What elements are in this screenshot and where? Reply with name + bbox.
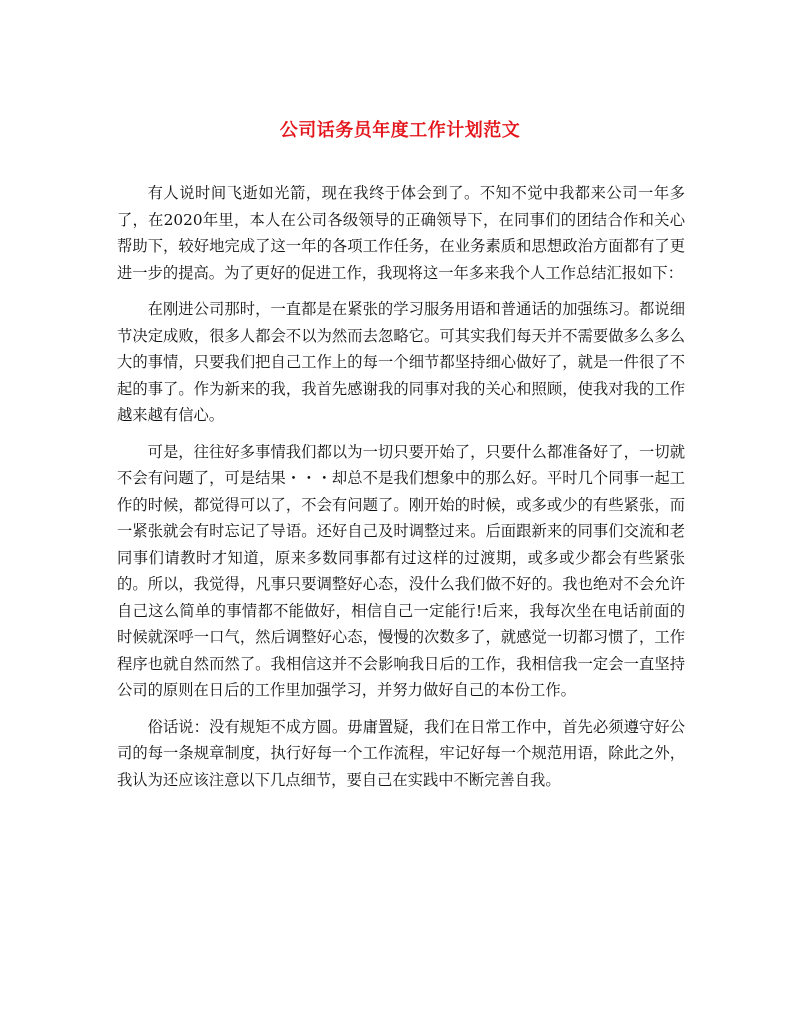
paragraph: 有人说时间飞逝如光箭，现在我终于体会到了。不知不觉中我都来公司一年多了，在2020年里，本人在公司各级领导的正确领导下，在同事们的团结合作和关心帮助下，较好地完成了这一年的各项工作任务，在业务素质和思想政治方面都有了更进一步的提高。为了更好的促进工作，我现将这一年多来我个人工作总结汇报如下： <box>117 184 685 282</box>
paragraph: 可是，往往好多事情我们都以为一切只要开始了，只要什么都准备好了，一切就不会有问题了，可是结果・・・却总不是我们想象中的那么好。平时几个同事一起工作的时候，都觉得可以了，不会有问题了。刚开始的时候，或多或少的有些紧张，而一紧张就会有时忘记了导语。还好自己及时调整过来。后面跟新来的同事们交流和老同事们请教时才知道，原来多数同事都有过这样的过渡期，或多或少都会有些紧张的。所以，我觉得，凡事只要调整好心态，没什么我们做不好的。我也绝对不会允许自己这么简单的事情都不能做好，相信自己一定能行!后来，我每次坐在电话前面的时候就深呼一口气，然后调整好心态，慢慢的次数多了，就感觉一切都习惯了，工作程序也就自然而然了。我相信这并不会影响我日后的工作，我相信我一定会一直坚持公司的原则在日后的工作里加强学习，并努力做好自己的本份工作。 <box>117 442 685 699</box>
paragraph: 俗话说：没有规矩不成方圆。毋庸置疑，我们在日常工作中，首先必须遵守好公司的每一条规章制度，执行好每一个工作流程，牢记好每一个规范用语，除此之外，我认为还应该注意以下几点细节，要自己在实践中不断完善自我。 <box>117 717 685 789</box>
document-body <box>117 180 685 803</box>
paragraph: 在刚进公司那时，一直都是在紧张的学习服务用语和普通话的加强练习。都说细节决定成败，很多人都会不以为然而去忽略它。可其实我们每天并不需要做多么多么大的事情，只要我们把自己工作上的每一个细节都坚持细心做好了，就是一件很了不起的事了。作为新来的我，我首先感谢我的同事对我的关心和照顾，使我对我的工作越来越有信心。 <box>117 300 685 424</box>
document-title: 公司话务员年度工作计划范文 <box>279 120 521 141</box>
